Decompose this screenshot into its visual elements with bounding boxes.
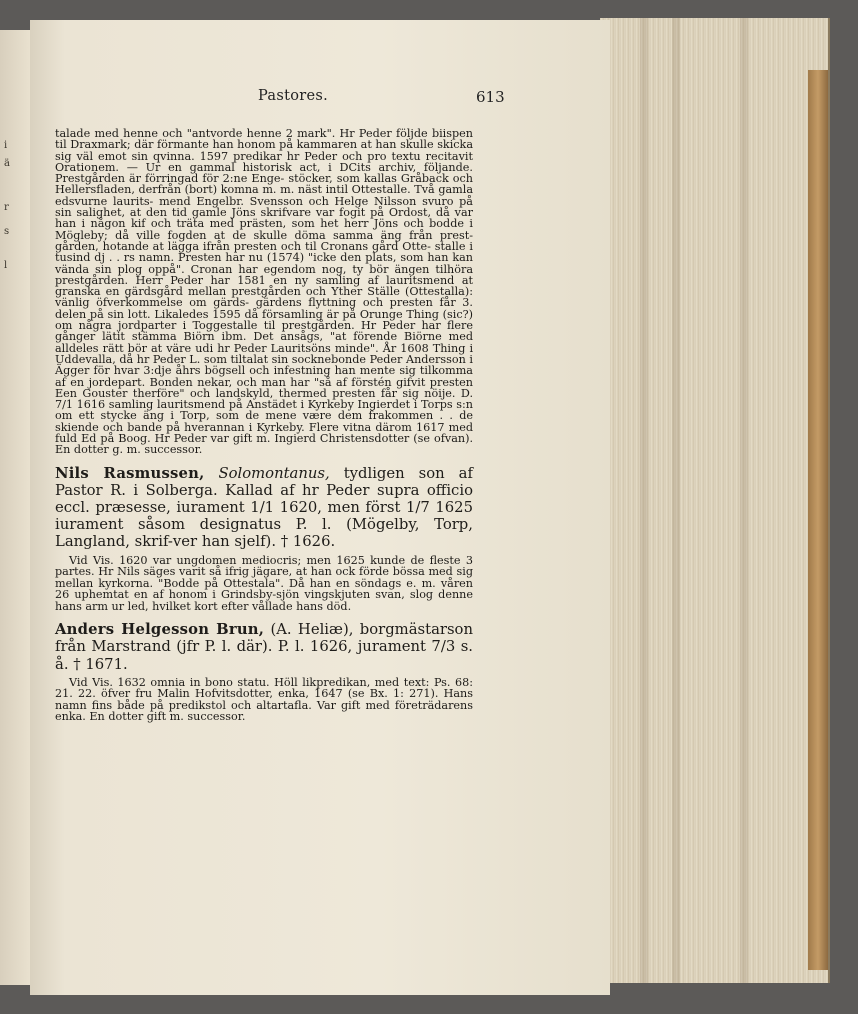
running-title: Pastores.	[258, 88, 329, 104]
text-line: stämma Biörn ibm. Det ansågs, "at förende Biörne med alldeles	[55, 330, 474, 355]
text-line: at den tid gamle Jöns skrifvare var fogit på Ordost, då var han i	[55, 206, 473, 231]
continued-paragraph	[55, 128, 473, 456]
margin-mark: i	[4, 140, 8, 151]
text-line: pro textu recitavit Orationem. — Ur en gammal historisk act, i	[55, 149, 473, 174]
text-line: gården, hotande at lägga ifrån presten och til Cronans gård Otte-	[55, 239, 431, 253]
text-line: rätt bör at väre udi hr Peder Lauritsöns minde". År 1608 Thing	[102, 341, 466, 355]
text-line: Anstädet i Kyrkeby Ingierdet i Torps s:n om ett stycke äng i Torp,	[55, 398, 473, 423]
entry-name: Nils Rasmussen,	[55, 464, 205, 482]
text-line: i Uddevalla, då hr Peder L. som tiltalat sin socknebonde Peder	[55, 341, 474, 366]
entry-heading	[55, 621, 473, 673]
entry-note: Vid Vis. 1632 omnia in bono statu. Höll likpredikan, med text: Ps. 68: 21. 22. öfver fru Malin Hofvitsdotter, enka, 1647 (se Bx. 1: 271). Hans namn fins både på predikstol och altartafla. Var gift med företrädarens enka. En dotter gift m. successor.	[55, 675, 473, 724]
text-line: och Yther Ställe (Ottestalla): vänlig öfverkommelse om gärds-	[55, 285, 473, 310]
entry-note: Vid Vis. 1620 var ungdomen mediocris; men 1625 kunde de fleste 3 partes. Hr Nils säges varit så ifrig jägare, at han ock förde bössa med sig mellan kyrkorna. "Bodde på Ottestala". Då han en söndags e. m. våren 26 uphemtat en af honom i Grindsby-sjön vingskjuten svan, slog denne hans arm ur led, hvilket kort efter vållade hans död.	[55, 553, 473, 613]
text-line: Mögleby; då ville fogden at de skulle döma samma äng från prest-	[55, 228, 473, 242]
facing-page-edge	[0, 30, 31, 985]
text-line: skulle skicka sig väl emot sin qvinna. 1597 predikar hr Peder och	[55, 138, 474, 163]
text-line: En dotter g. m. successor.	[55, 443, 203, 457]
text-line: någon kif och träta med prästen, som het herr Jöns och bodde i	[90, 217, 473, 231]
text-line: biispen til Draxmark; där förmante han honom på kammaren at han	[55, 127, 473, 152]
text-line: komna m. m. näst intil Ottestalle. Två gamla edsvurne laurits-	[55, 183, 474, 208]
entry-heading	[55, 465, 473, 551]
entry-details: tydligen son af Pastor R. i Solberga. Kallad af hr Peder supra officio eccl. præsesse, iurament 1/1 1620, men först 1/7 1625 iurament såsom designatus P. l. (Mögelby, Torp, Langland, skrif-ver han sjelf). † 1626.	[55, 464, 473, 551]
text-line: nog, ty bör ängen tilhöra prestgården. Herr Peder har 1581 en ny	[55, 262, 473, 287]
text-line: hverannan i Kyrkeby. Flere vitna därom 1617 med fuld Ed på	[55, 420, 474, 446]
text-line: stalle i tusind dj . . rs namn. Presten har nu (1574) "icke den	[55, 239, 473, 265]
entry-details: (A. Heliæ), borgmästarson från Marstrand (jfr P. l. där). P. l. 1626, jurament 7/3 s. å. † 1671.	[55, 621, 473, 673]
page-edges	[600, 18, 830, 983]
text-line: mente sig tilkomma af en jordepart. Bonden nekar, och man har	[55, 364, 473, 389]
page-number: 613	[476, 88, 505, 106]
text-line: mend Engelbr. Svensson och Helge Nilsson svuro på sin salighet,	[55, 194, 473, 220]
text-line: talade med henne och "antvorde henne 2 mark". Hr Peder följde	[55, 127, 428, 140]
text-line: i Toggestalle til prestgården. Hr Peder har flere gånger lätit	[55, 319, 473, 344]
margin-mark: r	[4, 202, 9, 213]
page-text	[55, 128, 473, 725]
text-line: stöcker, som kallas Gråback och Hellersfladen, derfrån (bort)	[55, 172, 473, 197]
book-cover-edge	[808, 70, 828, 970]
margin-mark: ä	[4, 158, 10, 169]
text-line: samling af lauritsmend at granska en gärdsgård mellan prestgården	[55, 273, 473, 299]
margin-mark: l	[4, 260, 8, 271]
text-line: Andersson i Ägger för hvar 3:dje åhrs bögsell och infestning han	[55, 352, 473, 378]
text-line: som de mene være dem frakommen . . de skiende och bande på	[55, 409, 473, 434]
text-line: DCits archiv, följande. Prestgården är förringad för 2:ne Enge-	[55, 160, 473, 186]
margin-mark: s	[4, 226, 10, 237]
text-line: plats, som han kan vända sin plog oppå". Cronan har egendom	[55, 251, 473, 276]
text-line: thermed presten får sig nöije. D. 7/1 1616 samling lauritsmend på	[55, 386, 474, 412]
entry-name: Anders Helgesson Brun,	[55, 621, 265, 639]
text-line: 1595 då församling är på Orunge Thing (sic?) om några jordparter	[55, 307, 473, 333]
text-line: Boog. Hr Peder var gift m. Ingierd Christensdotter (se ofvan).	[118, 432, 474, 446]
text-line: gärdens flyttning och presten får 3. delen på sin lott. Likaledes	[55, 296, 473, 321]
entry-latin-name: Solomontanus,	[218, 464, 330, 482]
text-line: "så af förstén gifvit presten Een Gouster therföre" och landskyld,	[55, 375, 474, 400]
page-header	[30, 88, 610, 108]
